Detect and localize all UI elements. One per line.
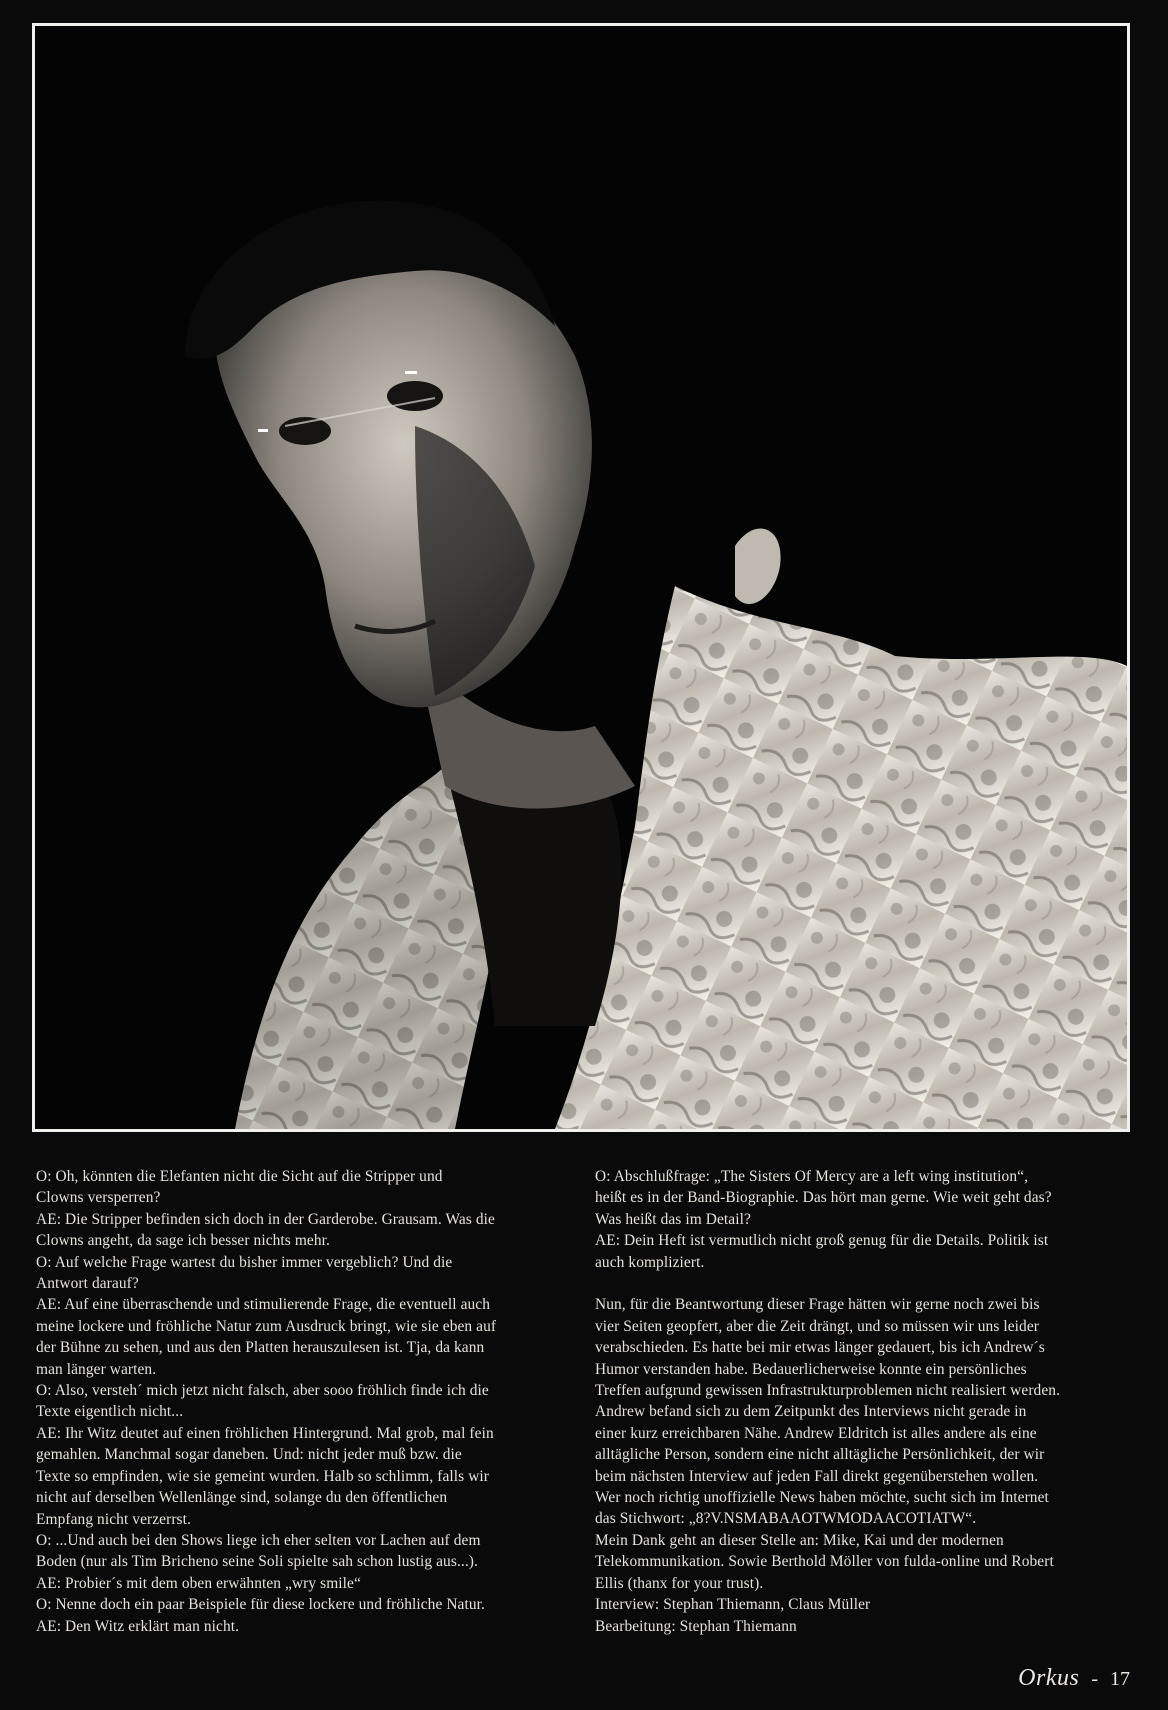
text-line: O: Oh, könnten die Elefanten nicht die Sicht auf die Stripper und bbox=[36, 1168, 443, 1185]
text-line: AE: Dein Heft ist vermutlich nicht groß genug für die Details. Politik ist bbox=[595, 1232, 1049, 1250]
text-line: AE: Auf eine überraschende und stimulierende Frage, die eventuell auch bbox=[36, 1296, 491, 1314]
text-line: meine lockere und fröhliche Natur zum Ausdruck bringt, wie sie eben auf bbox=[36, 1317, 497, 1335]
text-line: auch kompliziert. bbox=[595, 1253, 705, 1271]
text-line: O: ...Und auch bei den Shows liege ich eher selten vor Lachen auf dem bbox=[36, 1531, 481, 1549]
text-line: AE: Den Witz erklärt man nicht. bbox=[36, 1617, 240, 1635]
text-line: Andrew befand sich zu dem Zeitpunkt des Interviews nicht gerade in bbox=[595, 1403, 1027, 1421]
interview-column-right bbox=[595, 1166, 1140, 1637]
text-line: O: Auf welche Frage wartest du bisher immer vergeblich? Und die bbox=[36, 1253, 453, 1271]
text-line: Mein Dank geht an dieser Stelle an: Mike, Kai und der modernen bbox=[595, 1531, 1004, 1549]
text-line: gemahlen. Manchmal sogar daneben. Und: nicht jeder muß bzw. die bbox=[36, 1446, 462, 1464]
text-line: O: Abschlußfrage: „The Sisters Of Mercy are a left wing institution“, bbox=[595, 1168, 1029, 1185]
portrait-photo-graphic bbox=[35, 26, 1127, 1129]
text-line: Interview: Stephan Thiemann, Claus Müller bbox=[595, 1596, 871, 1614]
text-line: AE: Probier´s mit dem oben erwähnten „wry smile“ bbox=[36, 1574, 361, 1592]
text-line: Texte so empfinden, wie sie gemeint wurden. Halb so schlimm, falls wir bbox=[36, 1467, 490, 1485]
magazine-name: Orkus bbox=[1018, 1665, 1080, 1691]
text-line: der Bühne zu sehen, und aus den Platten herauszulesen ist. Tja, da kann bbox=[36, 1339, 485, 1357]
text-line: O: Nenne doch ein paar Beispiele für diese lockere und fröhliche Natur. bbox=[36, 1596, 485, 1614]
text-line: Was heißt das im Detail? bbox=[595, 1210, 751, 1228]
text-line: Empfang nicht verzerrst. bbox=[36, 1510, 191, 1528]
text-line: einer kurz erreichbaren Nähe. Andrew Eldritch ist alles andere als eine bbox=[595, 1424, 1037, 1442]
text-line: Nun, für die Beantwortung dieser Frage hätten wir gerne noch zwei bis bbox=[595, 1296, 1040, 1314]
text-line: das Stichwort: „8?V.NSMABAAOTWMODAACOTIATW“. bbox=[595, 1510, 977, 1528]
text-line: man länger warten. bbox=[36, 1360, 157, 1378]
text-line: O: Also, versteh´ mich jetzt nicht falsch, aber sooo fröhlich finde ich die bbox=[36, 1382, 489, 1400]
portrait-photo bbox=[32, 23, 1130, 1132]
text-line: Treffen aufgrund gewissen Infrastrukturproblemen nicht realisiert werden. bbox=[595, 1382, 1061, 1400]
text-line: vier Seiten geopfert, aber die Zeit drängt, und so müssen wir uns leider bbox=[595, 1317, 1039, 1335]
footer-separator: - bbox=[1091, 1668, 1098, 1690]
text-line: Wer noch richtig unoffizielle News haben möchte, sucht sich im Internet bbox=[595, 1489, 1049, 1507]
text-line: Texte eigentlich nicht... bbox=[36, 1403, 184, 1421]
text-line: alltägliche Person, sondern eine nicht alltägliche Persönlichkeit, der wir bbox=[595, 1446, 1045, 1464]
page-number: 17 bbox=[1110, 1668, 1130, 1690]
text-line: Bearbeitung: Stephan Thiemann bbox=[595, 1617, 797, 1635]
interview-column-left bbox=[36, 1166, 576, 1637]
text-line: heißt es in der Band-Biographie. Das hört man gerne. Wie weit geht das? bbox=[595, 1189, 1052, 1207]
text-line: verabschieden. Es hatte bei mir etwas länger gedauert, bis ich Andrew´s bbox=[595, 1339, 1045, 1357]
paragraph-gap bbox=[595, 1273, 1140, 1294]
text-line: Boden (nur als Tim Bricheno seine Soli spielte sah schon lustig aus...). bbox=[36, 1553, 478, 1571]
text-line: Antwort darauf? bbox=[36, 1275, 139, 1293]
text-line: Clowns versperren? bbox=[36, 1189, 161, 1207]
text-line: AE: Ihr Witz deutet auf einen fröhlichen Hintergrund. Mal grob, mal fein bbox=[36, 1424, 494, 1442]
text-line: beim nächsten Interview auf jeden Fall direkt gegenüberstehen wollen. bbox=[595, 1467, 1039, 1485]
text-line: Ellis (thanx for your trust). bbox=[595, 1574, 764, 1592]
text-line: Humor verstanden habe. Bedauerlicherweise konnte ein persönliches bbox=[595, 1360, 1027, 1378]
text-line: Telekommunikation. Sowie Berthold Möller von fulda-online und Robert bbox=[595, 1553, 1054, 1571]
text-line: AE: Die Stripper befinden sich doch in der Garderobe. Grausam. Was die bbox=[36, 1210, 495, 1228]
page-footer bbox=[1018, 1665, 1130, 1692]
text-line: nicht auf derselben Wellenlänge sind, solange du den öffentlichen bbox=[36, 1489, 448, 1507]
text-line: Clowns angeht, da sage ich besser nichts mehr. bbox=[36, 1232, 330, 1250]
